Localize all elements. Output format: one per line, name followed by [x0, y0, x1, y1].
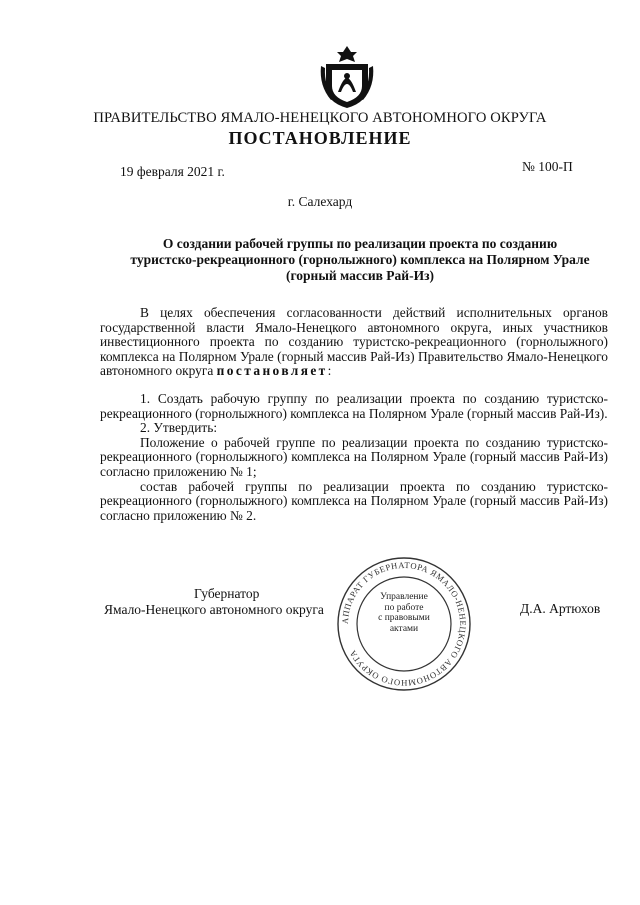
preamble-text: В целях обеспечения согласованности действий исполнительных органов государственной власти Ямало-Ненецкого автономного округа, иных участников инвестиционного проекта по созданию туристско-рекреационного (горнолыжного) комплекса на Полярном Урале (горный массив Рай-Из) Правительство Ямало-Ненецкого автономного округа — [100, 305, 608, 379]
coat-of-arms-emblem — [318, 44, 376, 110]
document-number: № 100-П — [522, 159, 573, 174]
signature-position-line: Ямало-Ненецкого автономного округа — [104, 602, 324, 617]
item-1: 1. Создать рабочую группу по реализации проекта по созданию туристско-рекреационного (горнолыжного) комплекса на Полярном Урале (горный массив Рай-Из). — [100, 390, 608, 421]
title-line: туристско-рекреационного (горнолыжного) комплекса на Полярном Урале — [130, 252, 590, 267]
item-2: 2. Утвердить: — [140, 420, 218, 436]
stamp-line: Управление — [380, 592, 428, 602]
signature-position — [104, 586, 354, 618]
title-line: (горный массив Рай-Из) — [286, 268, 434, 283]
signatory-name: Д.А. Артюхов — [520, 601, 601, 616]
document-title — [110, 236, 610, 284]
stamp-line: с правовыми — [378, 613, 430, 623]
document-date: 19 февраля 2021 г. — [120, 164, 225, 179]
government-name: ПРАВИТЕЛЬСТВО ЯМАЛО-НЕНЕЦКОГО АВТОНОМНОГО ОКРУГА — [93, 110, 547, 126]
item-2a: Положение о рабочей группе по реализации проекта по созданию туристско-рекреационного (горнолыжного) комплекса на Полярном Урале (горный массив Рай-Из) согласно приложению № 1; — [100, 434, 608, 479]
resolves-colon: : — [327, 363, 332, 379]
title-line: О создании рабочей группы по реализации проекта по созданию — [162, 236, 558, 251]
item-2b: состав рабочей группы по реализации проекта по созданию туристско-рекреационного (горнолыжного) комплекса на Полярном Урале (горный массив Рай-Из) согласно приложению № 2. — [100, 478, 608, 523]
document-body — [100, 306, 608, 523]
stamp-line: актами — [389, 623, 419, 634]
stamp-line: по работе — [384, 602, 424, 613]
resolves-word: постановляет — [216, 363, 328, 379]
stamp-center-text — [354, 592, 454, 634]
document-city: г. Салехард — [287, 194, 353, 209]
preamble-paragraph — [100, 306, 608, 379]
stamp-ring-text: АППАРАТ ГУБЕРНАТОРА ЯМАЛО-НЕНЕЦКОГО АВТОНОМНОГО ОКРУГА — [339, 559, 469, 689]
document-type: ПОСТАНОВЛЕНИЕ — [228, 128, 412, 148]
signature-position-line: Губернатор — [194, 586, 260, 601]
